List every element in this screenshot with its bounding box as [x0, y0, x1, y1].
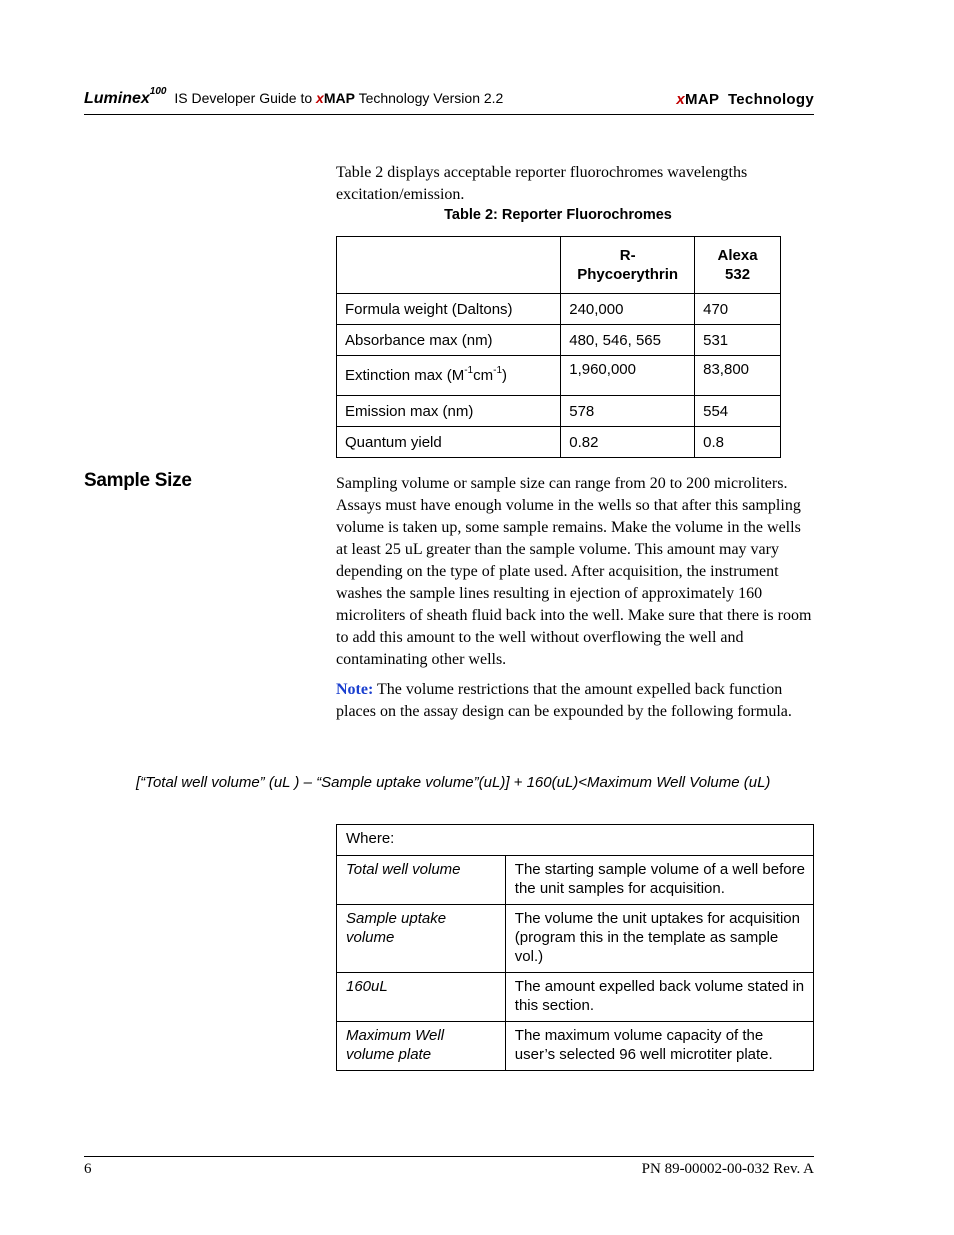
header-section-title: [676, 91, 814, 108]
table-header-cell: R- Phycoerythrin: [561, 237, 695, 294]
row-label: Quantum yield: [337, 427, 561, 458]
term-cell: Sample uptake volume: [337, 905, 506, 973]
term-cell: 160uL: [337, 973, 506, 1022]
table-header-cell: Alexa 532: [695, 237, 781, 294]
note-label: Note:: [336, 681, 374, 698]
where-row: [337, 905, 814, 973]
row-label: Emission max (nm): [337, 396, 561, 427]
alexa-value: 554: [695, 396, 781, 427]
header-guide-title: [84, 86, 504, 108]
where-table: [336, 824, 814, 1071]
where-row: [337, 1022, 814, 1071]
header-right-x: x: [676, 91, 686, 108]
pe-value: 0.82: [561, 427, 695, 458]
alexa-value: 83,800: [695, 356, 781, 396]
pe-value: 240,000: [561, 294, 695, 325]
row-label: Formula weight (Daltons): [337, 294, 561, 325]
alexa-value: 0.8: [695, 427, 781, 458]
table-row: [337, 325, 781, 356]
table-header-row: [337, 237, 781, 294]
definition-cell: The amount expelled back volume stated in this section.: [505, 973, 813, 1022]
table-row: [337, 356, 781, 396]
note-text: The volume restrictions that the amount expelled back function places on the assay design can be expounded by the following formula.: [336, 681, 792, 720]
formula: [“Total well volume” (uL ) – “Sample uptake volume”(uL)] + 160(uL)<Maximum Well Volume (uL): [136, 774, 771, 791]
definition-cell: The maximum volume capacity of the user’s selected 96 well microtiter plate.: [505, 1022, 813, 1071]
intro-paragraph: Table 2 displays acceptable reporter fluorochromes wavelengths excitation/emission.: [336, 164, 748, 203]
page-footer: [84, 1156, 814, 1177]
where-title: Where:: [337, 825, 814, 856]
row-label: [337, 356, 561, 396]
fluorochromes-table: [336, 236, 781, 458]
table-header-cell: [337, 237, 561, 294]
term-cell: Total well volume: [337, 856, 506, 905]
part-number: PN 89-00002-00-032 Rev. A: [641, 1161, 814, 1177]
pe-value: 480, 546, 565: [561, 325, 695, 356]
row-label: Absorbance max (nm): [337, 325, 561, 356]
pe-value: 1,960,000: [561, 356, 695, 396]
brand-superscript: 100: [149, 86, 167, 97]
map-text: MAP: [323, 90, 355, 106]
alexa-value: 531: [695, 325, 781, 356]
definition-cell: The volume the unit uptakes for acquisition (program this in the template as sample vol.): [505, 905, 813, 973]
where-row: [337, 973, 814, 1022]
where-row: [337, 856, 814, 905]
label-superscript: -1: [464, 365, 474, 376]
label-part: ): [502, 367, 508, 384]
x-letter: x: [316, 90, 324, 106]
table-row: [337, 427, 781, 458]
body-paragraph: Sampling volume or sample size can range from 20 to 200 microliters. Assays must have enough volume in the wells so that after this sampling volume is taken up, some sample remains. Make the volume in the wells at least 25 uL greater than the sample volume. This amount may vary depending on the type of plate used. After acquisition, the instrument washes the sample lines resulting in ejection of approximately 160 microliters of sheath fluid back into the well. Make sure that there is room to add this amount to the well without overflowing the well and contaminating other wells.: [336, 475, 812, 668]
section-heading: Sample Size: [84, 470, 192, 491]
table-row: [337, 396, 781, 427]
label-superscript: -1: [493, 365, 503, 376]
page-header: [84, 86, 814, 115]
pe-value: 578: [561, 396, 695, 427]
note-paragraph: [336, 679, 814, 723]
table-row: [337, 294, 781, 325]
term-cell: Maximum Well volume plate: [337, 1022, 506, 1071]
brand-name: Luminex: [84, 90, 150, 107]
label-part: cm: [473, 367, 494, 384]
where-header-row: [337, 825, 814, 856]
header-right-text: MAP Technology: [685, 91, 814, 108]
table-caption: Table 2: Reporter Fluorochromes: [444, 207, 672, 223]
alexa-value: 470: [695, 294, 781, 325]
label-part: Extinction max (M: [345, 367, 465, 384]
guide-text-2: Technology Version 2.2: [358, 90, 504, 106]
definition-cell: The starting sample volume of a well before the unit samples for acquisition.: [505, 856, 813, 905]
page-number: 6: [84, 1161, 92, 1177]
guide-text-1: IS Developer Guide to: [174, 90, 313, 106]
